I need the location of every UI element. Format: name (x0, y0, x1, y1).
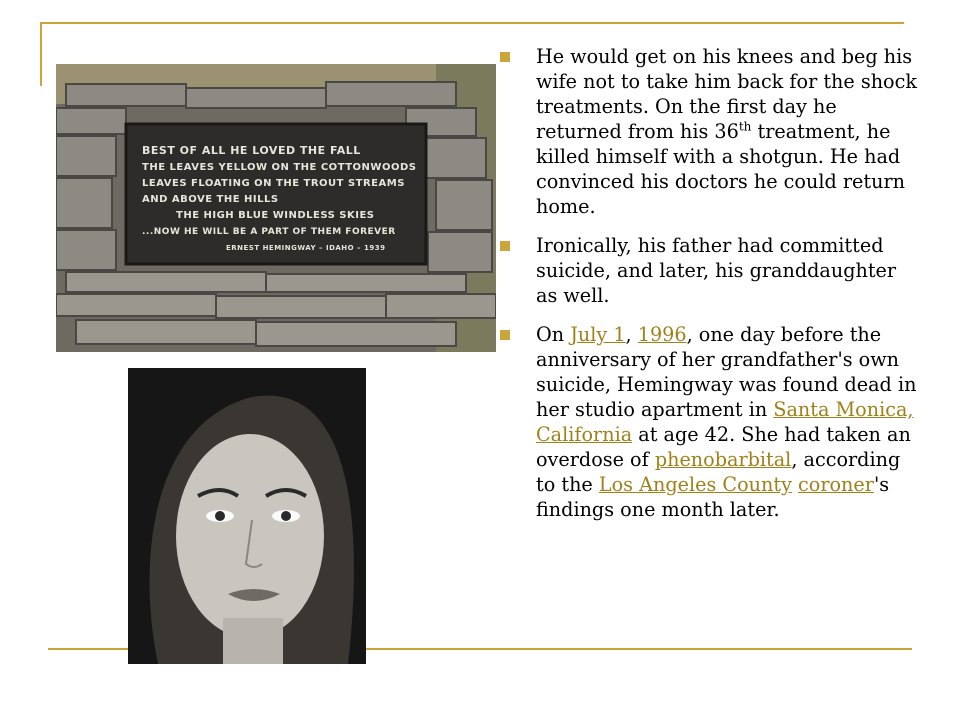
plaque-line-5: THE HIGH BLUE WINDLESS SKIES (176, 210, 375, 221)
bullet-text: Ironically, his father had committed suicide, and later, his granddaughter as well. (536, 234, 897, 307)
link-coroner[interactable]: coroner (798, 473, 874, 496)
plaque-illustration (56, 64, 496, 352)
bullet-item-family-suicide (500, 233, 920, 308)
left-rule (40, 22, 42, 86)
plaque-photo (56, 64, 496, 352)
text-fragment: , one day before the anniversary of her grandfather's own suicide, Hemingway was found dead in her studio apartment in (536, 323, 917, 421)
top-rule (40, 22, 904, 24)
portrait-illustration (128, 368, 366, 664)
bullet-marker (500, 241, 510, 251)
text-fragment: at age 42. She had taken an overdose of (536, 423, 911, 471)
link-los-angeles-county[interactable]: Los Angeles County (598, 473, 792, 496)
link-1996[interactable]: 1996 (637, 323, 687, 346)
plaque-line-3: LEAVES FLOATING ON THE TROUT STREAMS (142, 178, 405, 189)
portrait-photo (128, 368, 366, 664)
plaque-line-2: THE LEAVES YELLOW ON THE COTTONWOODS (142, 162, 417, 173)
link-phenobarbital[interactable]: phenobarbital (654, 448, 792, 471)
plaque-line-7: ERNEST HEMINGWAY – IDAHO – 1939 (226, 244, 386, 252)
ordinal-suffix: th (738, 119, 752, 134)
plaque-line-1: BEST OF ALL HE LOVED THE FALL (142, 144, 361, 157)
text-fragment: , (625, 323, 638, 346)
bullet-text-continued: treatment, he killed himself with a shotgun. He had convinced his doctors he could return home. (536, 120, 905, 218)
plaque-line-4: AND ABOVE THE HILLS (142, 194, 279, 205)
text-fragment: On (536, 323, 571, 346)
bullet-marker (500, 330, 510, 340)
bullet-marker (500, 52, 510, 62)
bullet-list (500, 44, 920, 536)
text-fragment: 's findings one month later. (536, 473, 890, 521)
text-fragment: , according to the (536, 448, 901, 496)
link-july-1[interactable]: July 1 (570, 323, 626, 346)
bullet-item-shock-treatments (500, 44, 920, 219)
bullet-item-granddaughter (500, 322, 920, 522)
bullet-text: He would get on his knees and beg his wife not to take him back for the shock treatments. On the first day he returned from his 36 (536, 45, 917, 143)
link-santa-monica[interactable]: Santa Monica, California (536, 398, 914, 446)
plaque-line-6: ...NOW HE WILL BE A PART OF THEM FOREVER (142, 227, 396, 237)
